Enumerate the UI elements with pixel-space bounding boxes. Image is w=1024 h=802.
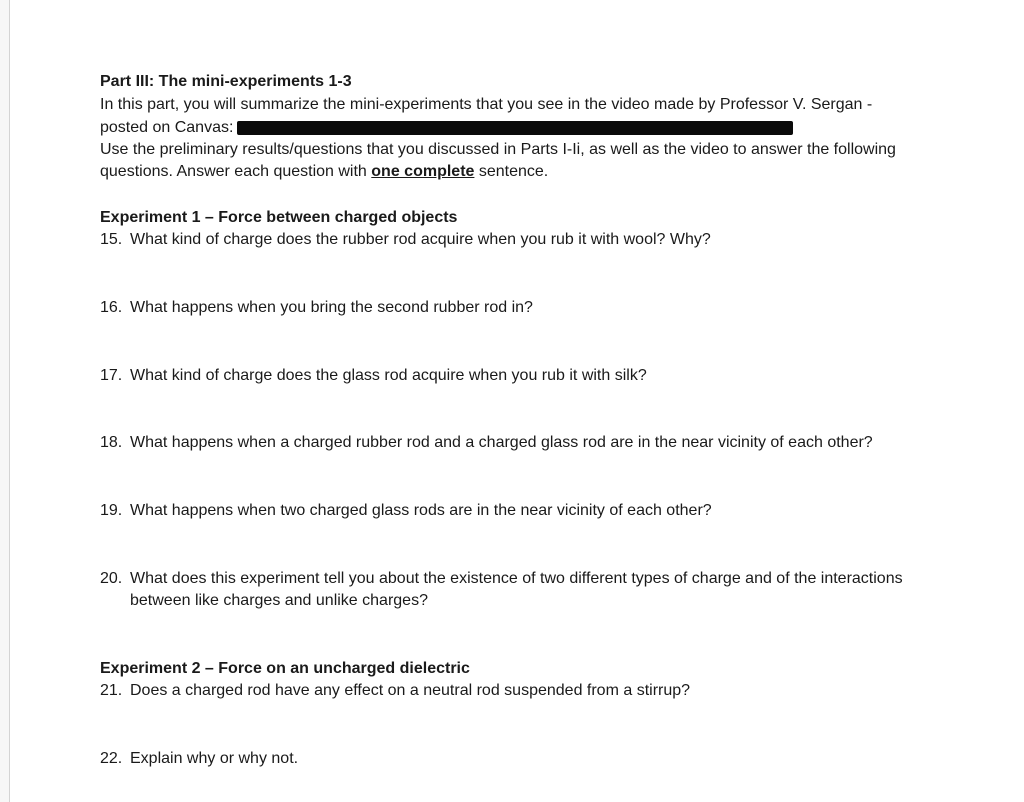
question-number: 19. — [100, 502, 123, 519]
question-22 — [100, 749, 298, 769]
question-17 — [100, 366, 647, 386]
question-15 — [100, 230, 711, 250]
intro-line-2: posted on Canvas: — [100, 119, 234, 136]
redacted-link — [237, 121, 793, 135]
question-number: 17. — [100, 367, 123, 384]
question-text: What happens when a charged rubber rod and a charged glass rod are in the near vicinity of each other? — [130, 434, 873, 451]
question-number: 21. — [100, 682, 123, 699]
question-number: 22. — [100, 750, 123, 767]
question-19 — [100, 501, 712, 521]
intro-line-4-pre: questions. Answer each question with — [100, 163, 372, 180]
question-text: What happens when you bring the second rubber rod in? — [130, 299, 533, 316]
question-21 — [100, 681, 690, 701]
page-left-margin — [0, 0, 10, 802]
experiment-2-title: Experiment 2 – Force on an uncharged dielectric — [100, 660, 470, 677]
question-text: Explain why or why not. — [130, 750, 299, 767]
question-16 — [100, 298, 533, 318]
part-heading: Part III: The mini-experiments 1-3 — [100, 73, 352, 90]
question-18 — [100, 433, 873, 453]
question-number: 15. — [100, 231, 123, 248]
question-20-continued: between like charges and unlike charges? — [130, 592, 428, 609]
question-text: What happens when two charged glass rods are in the near vicinity of each other? — [130, 502, 712, 519]
question-number: 18. — [100, 434, 123, 451]
question-number: 16. — [100, 299, 123, 316]
question-text: What kind of charge does the rubber rod acquire when you rub it with wool? Why? — [130, 231, 711, 248]
question-20 — [100, 569, 903, 589]
question-number: 20. — [100, 570, 123, 587]
question-text: What kind of charge does the glass rod acquire when you rub it with silk? — [130, 367, 647, 384]
question-text: Does a charged rod have any effect on a neutral rod suspended from a stirrup? — [130, 682, 691, 699]
intro-emphasis: one complete — [371, 163, 475, 180]
intro-line-4-post: sentence. — [474, 163, 549, 180]
intro-line-3: Use the preliminary results/questions that you discussed in Parts I-Ii, as well as the video to answer the following — [100, 141, 896, 158]
intro-line-1: In this part, you will summarize the mini-experiments that you see in the video made by Professor V. Sergan - — [100, 96, 873, 113]
intro-line-4 — [100, 162, 548, 182]
question-text: What does this experiment tell you about the existence of two different types of charge and of the interactions — [130, 570, 903, 587]
experiment-1-title: Experiment 1 – Force between charged objects — [100, 209, 458, 226]
